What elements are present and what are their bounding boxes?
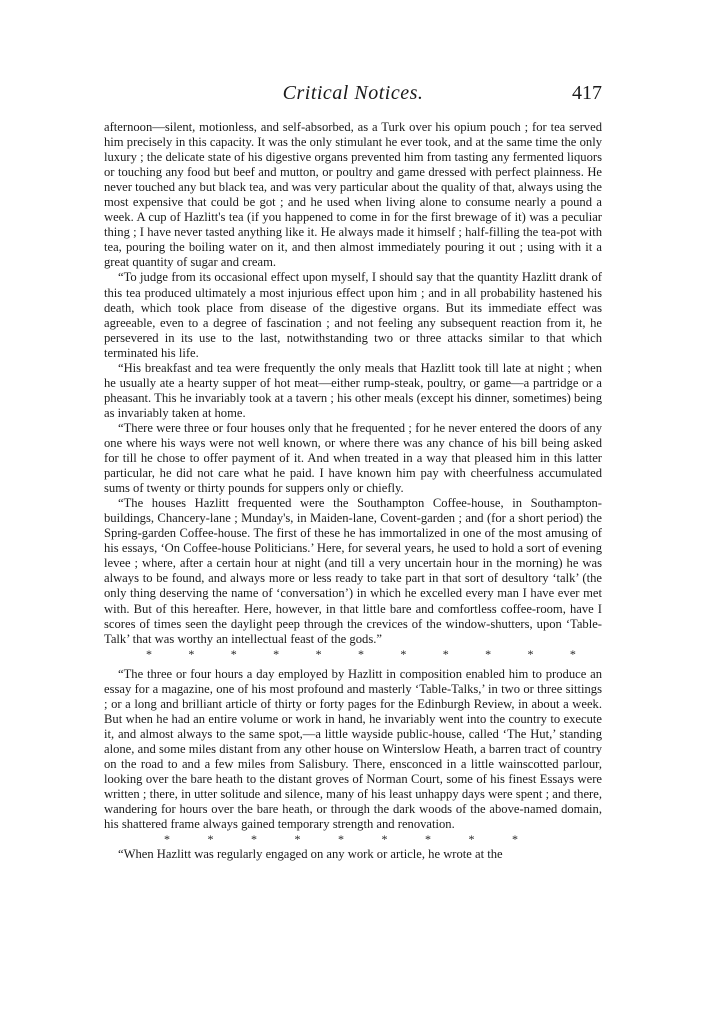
asterism-separator bbox=[104, 832, 602, 847]
asterisk: * bbox=[381, 832, 388, 847]
asterisk: * bbox=[569, 646, 576, 661]
asterisk: * bbox=[485, 646, 492, 661]
paragraph: “The three or four hours a day employed by Hazlitt in composition enabled him to produce an essay for a magazine, one of his most profound and masterly ‘Table-Talks,’ in two or three sittings ; or a long and brilliant article of thirty or forty pages for the Edinburgh Review, in about a week. But when he had an entire volume or work in hand, he invariably went into the country to execute it, and almost always to the same spot,—a little wayside public-house, called ‘The Hut,’ standing alone, and some miles distant from any other house on Winterslow Heath, a barren tract of country on the road to and a few miles from Salisbury. There, ensconced in a little wainscotted parlour, looking over the bare heath to the distant groves of Norman Court, some of his finest Essays were written ; there, in utter solitude and silence, many of his least unhappy days were spent ; and there, wandering for hours over the bare heath, or through the dark woods of the above-named domain, his shattered frame always gained temporary strength and renovation. bbox=[104, 666, 602, 832]
running-title: Critical Notices. bbox=[282, 82, 424, 104]
asterisk: * bbox=[188, 646, 195, 661]
asterisk: * bbox=[468, 832, 475, 847]
asterisk: * bbox=[527, 646, 534, 661]
asterisk: * bbox=[164, 832, 170, 847]
asterisk: * bbox=[315, 646, 322, 661]
asterisk: * bbox=[273, 646, 280, 661]
asterisk: * bbox=[146, 646, 152, 661]
paragraph: afternoon—silent, motionless, and self-absorbed, as a Turk over his opium pouch ; for tea served him precisely in this capacity. It was the only stimulant he ever took, and at the same time the only luxury ; the delicate state of his digestive organs prevented him from tasting any fermented liquors or touching any food but beef and mutton, or poultry and game dressed with perfect plainness. He never touched any but black tea, and was very particular about the quality of that, always using the most expensive that could be got ; and he used when living alone to consume nearly a pound a week. A cup of Hazlitt's tea (if you happened to come in for the first brewage of it) was a peculiar thing ; I have never tasted anything like it. He always made it himself ; half-filling the tea-pot with tea, pouring the boiling water on it, and then almost immediately pouring it out ; using with it a great quantity of sugar and cream. bbox=[104, 120, 602, 270]
paragraph: “There were three or four houses only that he frequented ; for he never entered the doors of any one where his ways were not well known, or where there was any chance of his bill being asked for till he chose to offer payment of it. And when treated in a way that pleased him in this latter particular, he did not care what he paid. I have known him pay with cheerfulness accumulated sums of twenty or thirty pounds for suppers only or chiefly. bbox=[104, 420, 602, 496]
asterisk: * bbox=[251, 832, 257, 847]
paragraph: “When Hazlitt was regularly engaged on any work or article, he wrote at the bbox=[118, 847, 503, 862]
paragraph: “To judge from its occasional effect upon myself, I should say that the quantity Hazlitt drank of this tea produced ultimately a most injurious effect upon him ; and in all probability hastened his death, which took place from disease of the digestive organs. But its immediate effect was agreeable, even to a degree of fascination ; and not feeling any subsequent reaction from it, he persevered in its use to the last, notwithstanding two or three attacks similar to that which terminated his life. bbox=[104, 270, 602, 360]
asterisk: * bbox=[512, 832, 518, 847]
asterisk: * bbox=[425, 832, 431, 847]
asterisk: * bbox=[442, 646, 449, 661]
asterisk: * bbox=[230, 646, 237, 661]
asterisk: * bbox=[357, 646, 364, 661]
asterisk: * bbox=[400, 646, 407, 661]
paragraph: “The houses Hazlitt frequented were the Southampton Coffee-house, in Southampton-buildings, Chancery-lane ; Munday's, in Maiden-lane, Covent-garden ; and (for a short period) the Spring-garden Coffee-house. The first of these he has immortalized in one of the most amusing of his essays, ‘On Coffee-house Politicians.’ Here, for several years, he used to hold a sort of evening levee ; where, after a certain hour at night (and till a very uncertain hour in the morning) he was always to be found, and always more or less ready to take part in that sort of desultory ‘talk’ (the only thing deserving the name of ‘conversation’) in which he excelled every man I have ever met with. But of this hereafter. Here, however, in that little bare and comfortless coffee-room, have I scores of times seen the daylight peep through the crevices of the window-shutters, upon ‘Table-Talk’ that was worthy an intellectual feast of the gods.” bbox=[104, 496, 602, 646]
asterisk: * bbox=[294, 832, 301, 847]
asterism-separator bbox=[104, 647, 602, 662]
body-text bbox=[104, 120, 602, 862]
page-header bbox=[104, 82, 602, 112]
asterisk: * bbox=[207, 832, 214, 847]
paragraph: “His breakfast and tea were frequently the only meals that Hazlitt took till late at night ; when he usually ate a hearty supper of hot meat—either rump-steak, poultry, or game—a partridge or a pheasant. This he invariably took at a tavern ; his other meals (except his dinner, sometimes) being as invariably taken at home. bbox=[104, 360, 602, 420]
asterisk: * bbox=[338, 832, 344, 847]
page-number: 417 bbox=[572, 82, 602, 104]
